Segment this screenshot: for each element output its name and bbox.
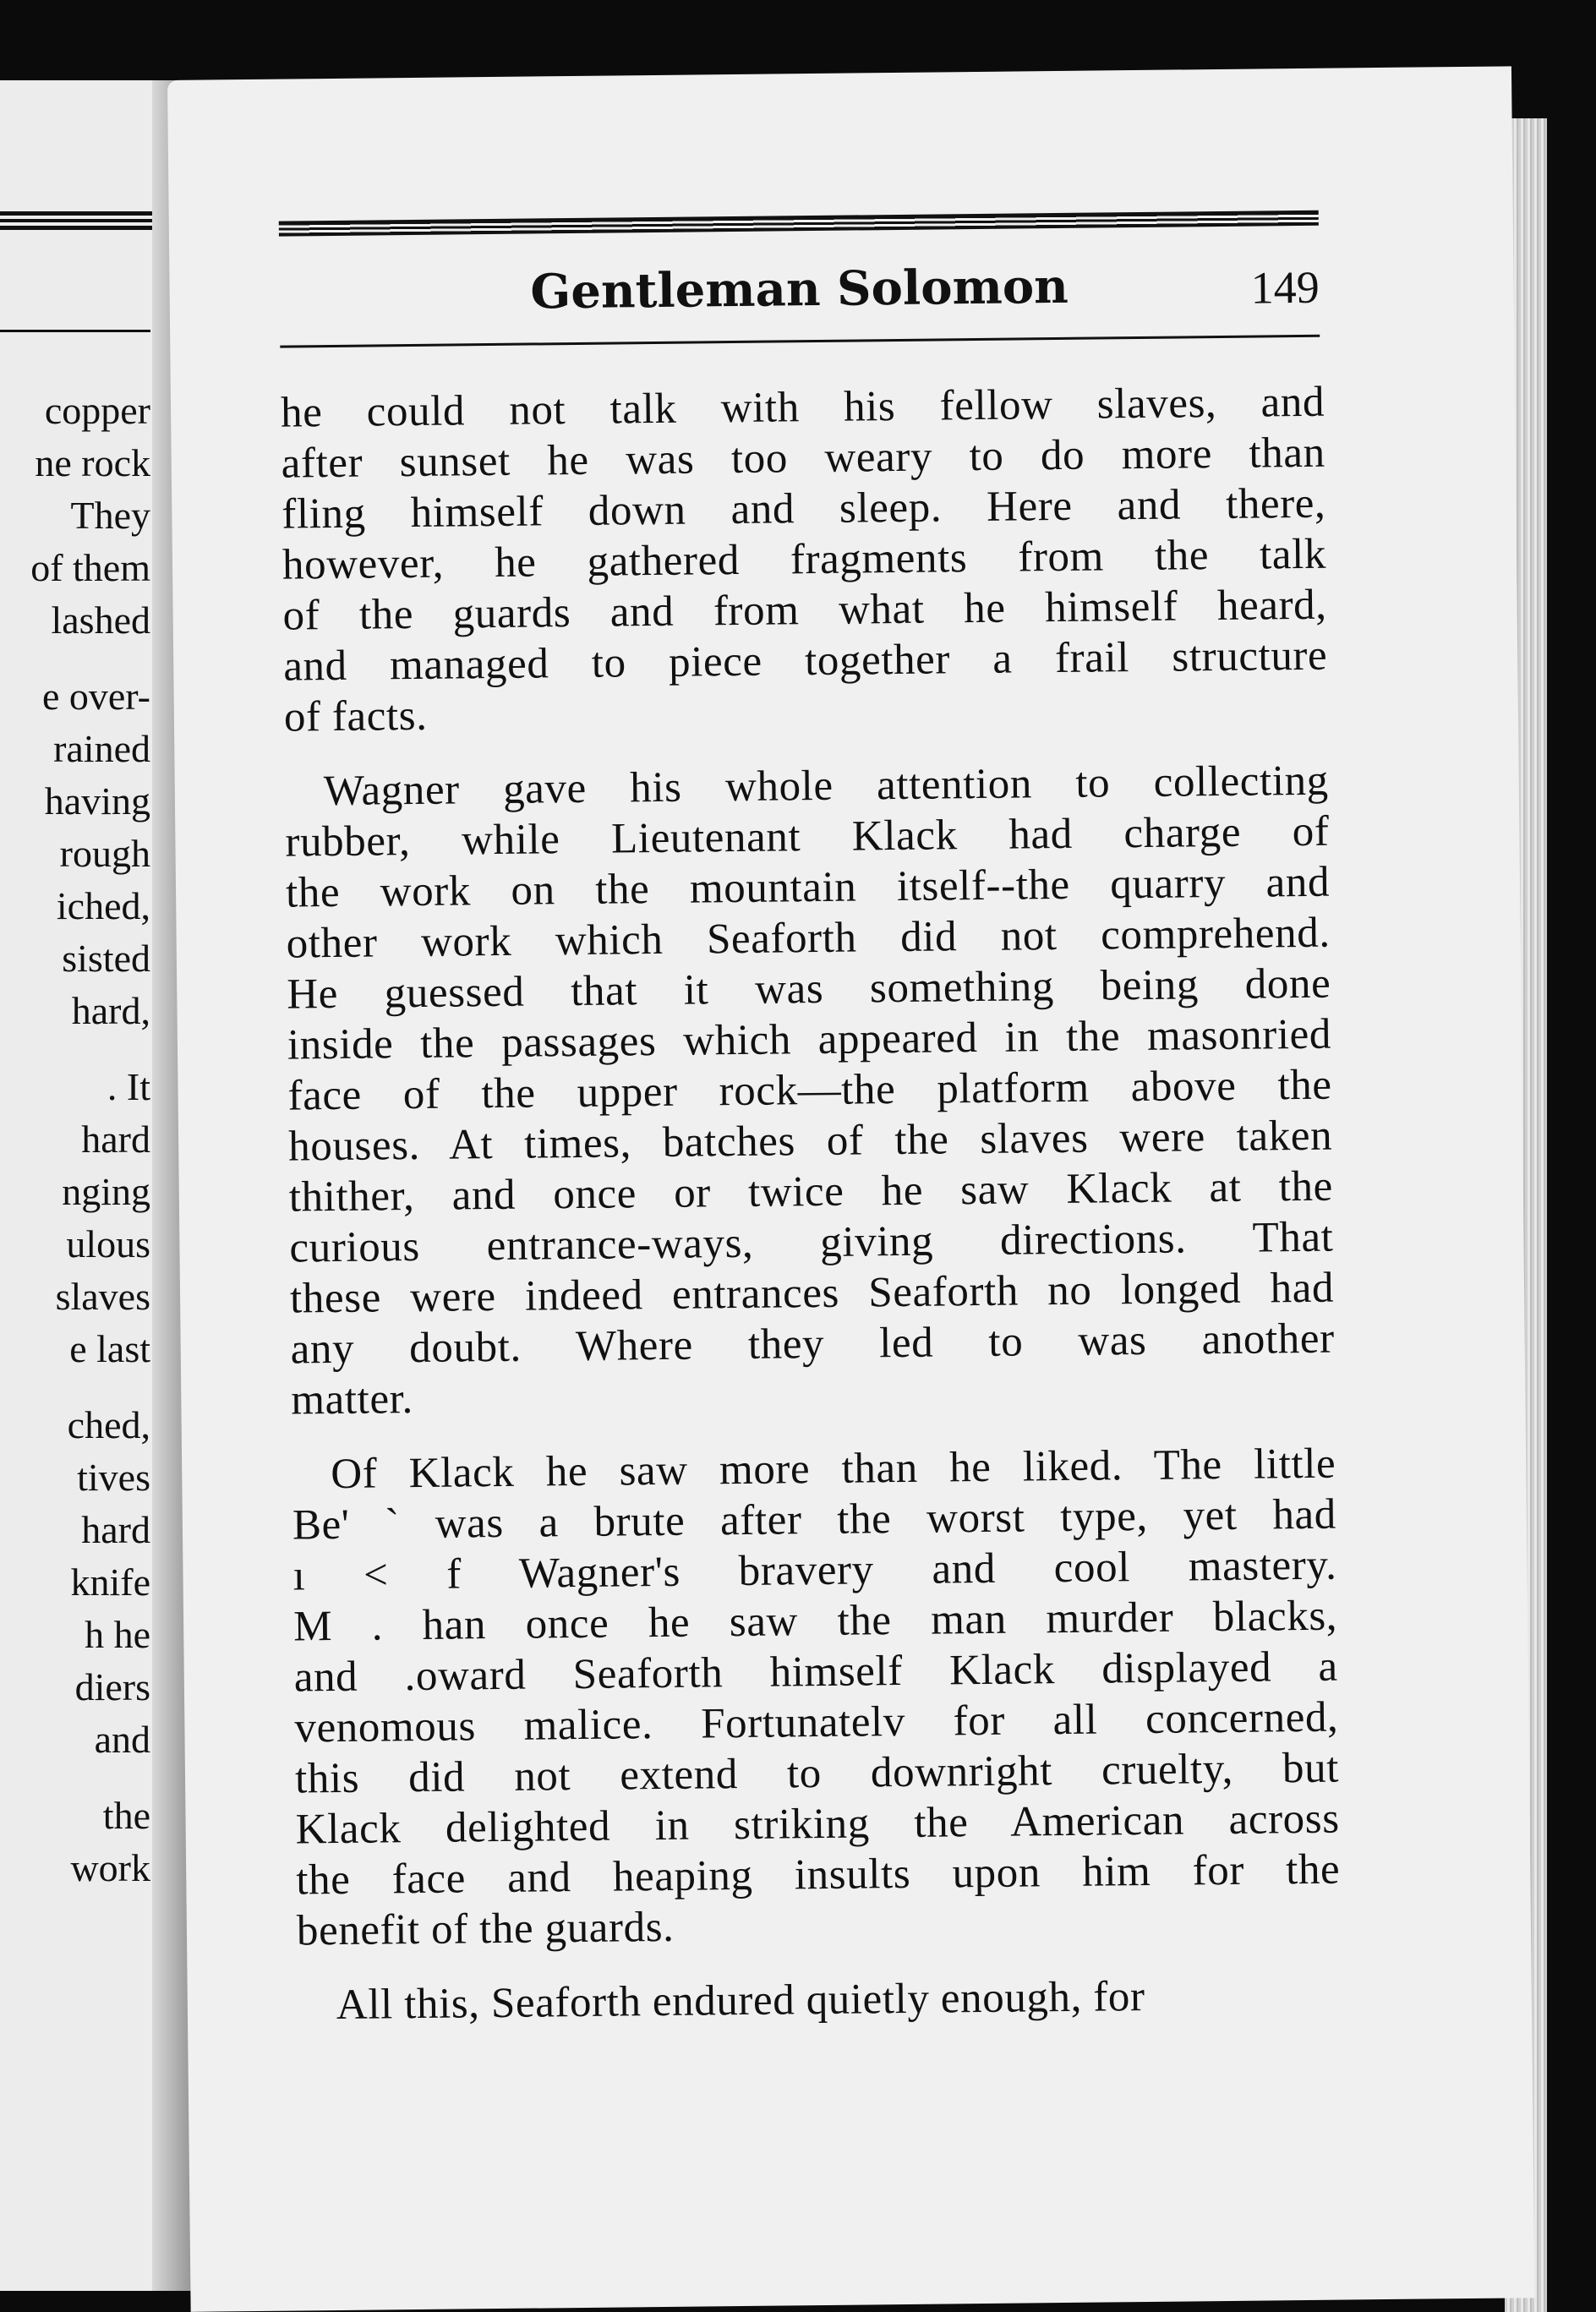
left-page-line: work (70, 1846, 150, 1889)
left-page-line: diers (74, 1665, 150, 1708)
left-header-underline (0, 330, 150, 332)
text-line: of facts. (283, 691, 428, 741)
left-page-line: . It (107, 1065, 150, 1108)
text-line: these were indeed entrances Seaforth no longed had (289, 1264, 1335, 1323)
left-page-line: sisted (62, 937, 150, 980)
paragraph (285, 756, 1336, 1426)
text-line: of the guards and from what he himself heard, (282, 581, 1327, 640)
left-page-line: ne rock (35, 441, 150, 484)
paragraph (298, 1970, 1342, 2031)
left-page-line: slaves (55, 1275, 150, 1318)
body-text (281, 377, 1342, 2031)
paragraph (281, 377, 1328, 743)
left-page-line: rained (53, 727, 150, 770)
text-line: Wagner gave his whole attention to collecting (323, 757, 1330, 816)
text-line: any doubt. Where they led to was another (290, 1315, 1335, 1374)
left-page-line: ched, (67, 1403, 150, 1446)
text-line: other work which Seaforth did not comprehend. (286, 909, 1331, 968)
text-line: All this, Seaforth endured quietly enough, for (336, 1973, 1145, 2030)
text-line: fling himself down and sleep. Here and there, (281, 479, 1326, 538)
left-page-line: They (70, 494, 150, 537)
left-page-line: of them (30, 546, 150, 589)
text-line: ı < f Wagner's bravery and cool mastery. (292, 1541, 1337, 1600)
text-line: venomous malice. Fortunatelv for all concerned, (294, 1693, 1339, 1752)
right-page (167, 66, 1535, 2312)
left-page-line (0, 1037, 150, 1061)
text-line: He guessed that it was something being done (287, 959, 1331, 1019)
text-line: houses. At times, batches of the slaves were taken (287, 1112, 1333, 1171)
left-page-line: ulous (66, 1222, 150, 1265)
left-page-line: tives (77, 1456, 150, 1499)
text-line: however, he gathered fragments from the talk (281, 530, 1327, 589)
text-line: M . han once he saw the man murder blacks, (292, 1592, 1338, 1651)
text-line: he could not talk with his fellow slaves, and (280, 378, 1325, 437)
left-page-text (0, 385, 150, 1894)
text-line: and managed to piece together a frail structure (282, 631, 1328, 691)
left-page-line: having (44, 779, 150, 823)
left-page-line: e last (69, 1327, 150, 1370)
text-line: inside the passages which appeared in the masonried (287, 1010, 1332, 1069)
text-line: rubber, while Lieutenant Klack had charge of (285, 807, 1330, 866)
text-line: this did not extend to downright cruelty, but (294, 1744, 1340, 1803)
left-page-line: the (102, 1794, 150, 1837)
left-page-line (0, 1766, 150, 1790)
left-page-line: lashed (51, 598, 150, 642)
text-line: benefit of the guards. (296, 1903, 675, 1955)
page-number: 149 (1250, 261, 1320, 314)
text-line: Of Klack he saw more than he liked. The little (330, 1440, 1336, 1499)
running-title: Gentleman Solomon (530, 258, 1069, 320)
left-page-line: h he (85, 1613, 150, 1656)
left-page-line: iched, (56, 884, 150, 927)
running-head (279, 256, 1320, 326)
left-page-line: hard, (71, 989, 150, 1032)
left-page-line (0, 647, 150, 670)
left-page-line: hard (81, 1118, 150, 1161)
left-page-line: and (94, 1718, 150, 1761)
text-line: the face and heaping insults upon him for the (296, 1845, 1341, 1905)
left-page-line: knife (70, 1560, 150, 1604)
text-line: face of the upper rock—the platform above the (287, 1061, 1332, 1120)
text-line: Be' ` was a brute after the worst type, yet had (292, 1490, 1337, 1550)
left-page-line: hard (81, 1508, 150, 1551)
header-double-rule (279, 210, 1319, 237)
text-line: thither, and once or twice he saw Klack at the (288, 1162, 1334, 1222)
left-page-line: copper (44, 389, 150, 432)
left-page-line: rough (59, 832, 150, 875)
text-line: curious entrance-ways, giving directions. That (289, 1213, 1334, 1272)
text-line: after sunset he was too weary to do more than (281, 429, 1325, 488)
left-header-rules (0, 211, 152, 230)
paragraph (292, 1439, 1341, 1957)
left-page-line: nging (62, 1170, 150, 1213)
left-page-line: e over- (41, 675, 150, 718)
text-line: the work on the mountain itself--the quarry and (285, 858, 1331, 917)
header-underline (280, 335, 1320, 348)
text-line: matter. (291, 1375, 414, 1424)
text-line: and .oward Seaforth himself Klack displayed a (293, 1642, 1339, 1702)
text-line: Klack delighted in striking the American across (295, 1795, 1340, 1854)
left-page-line (0, 1375, 150, 1399)
